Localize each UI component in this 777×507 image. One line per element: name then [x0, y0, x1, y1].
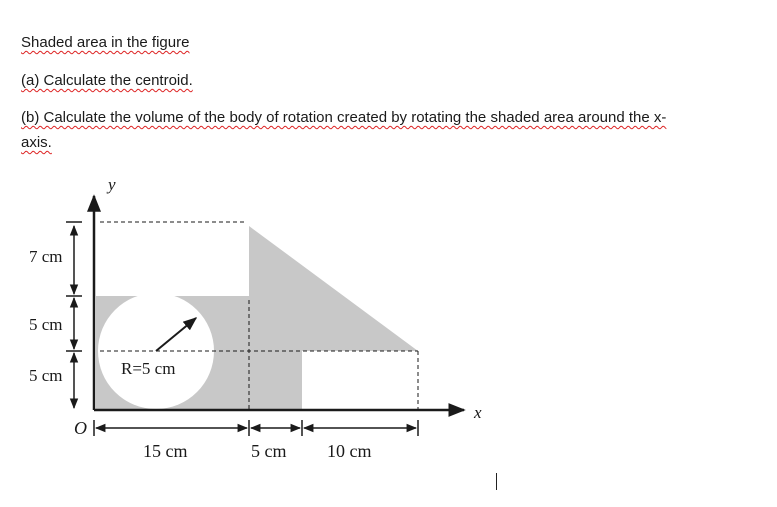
- dim-label-5-horizontal: 5 cm: [251, 441, 287, 461]
- dim-label-5-upper: 5 cm: [29, 315, 63, 334]
- radius-label: R=5 cm: [121, 359, 176, 378]
- part-a-text: (a) Calculate the centroid.: [21, 72, 193, 89]
- part-b-text-line1: (b) Calculate the volume of the body of rotation created by rotating the shaded area around the x-: [21, 109, 667, 126]
- dim-label-7: 7 cm: [29, 247, 63, 266]
- x-axis-label: x: [474, 403, 482, 422]
- dim-label-5-lower: 5 cm: [29, 366, 63, 385]
- dim-label-10: 10 cm: [327, 441, 372, 461]
- y-axis-label: y: [108, 175, 116, 194]
- problem-title: Shaded area in the figure: [21, 34, 190, 51]
- part-b-text-line2: axis.: [21, 134, 52, 151]
- horizontal-dimensions: [94, 420, 418, 436]
- dim-label-15: 15 cm: [143, 441, 188, 461]
- text-cursor: [496, 473, 497, 490]
- origin-label: O: [74, 418, 87, 438]
